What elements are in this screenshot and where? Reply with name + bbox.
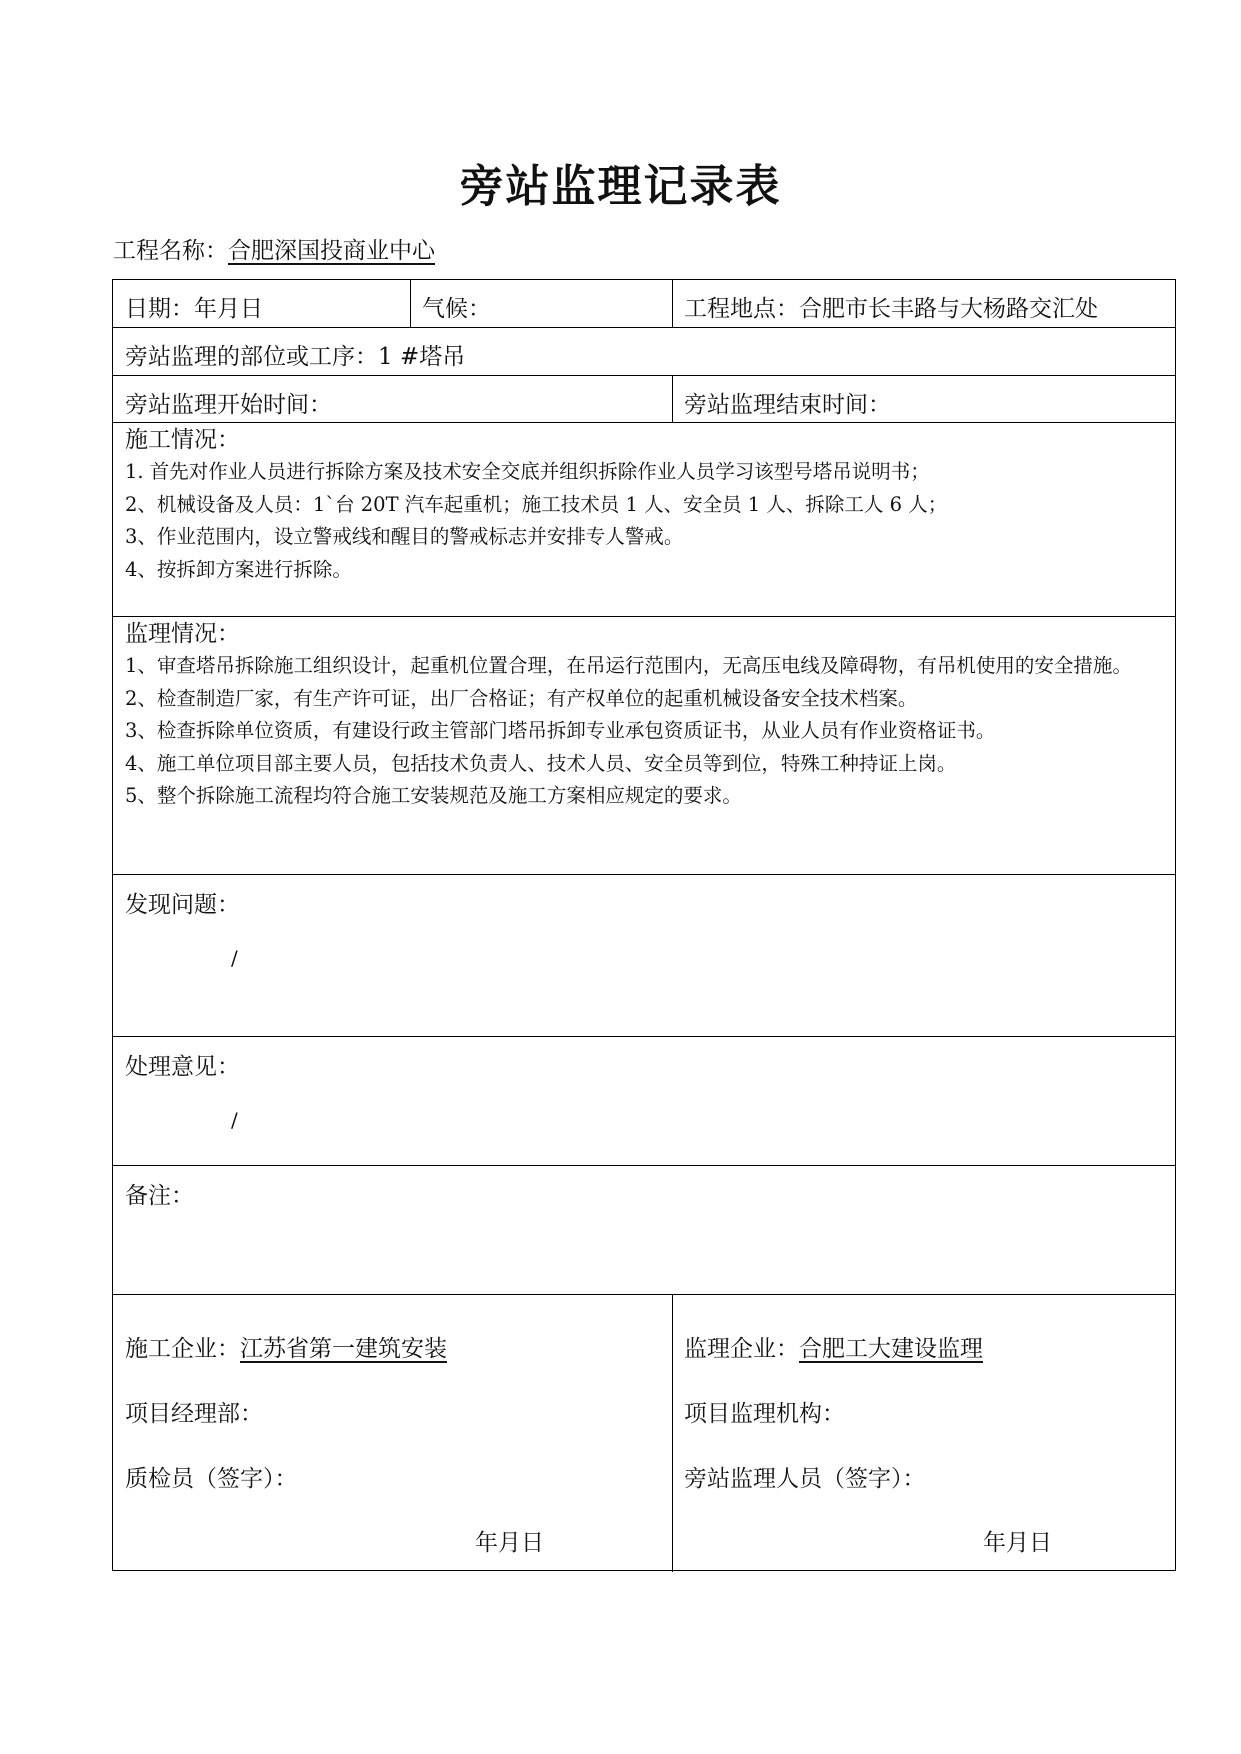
supervision-label: 监理情况： — [125, 621, 240, 647]
supervisor-company — [684, 1330, 983, 1363]
table-rule — [672, 280, 673, 327]
supervision-item: 4、施工单位项目部主要人员，包括技术负责人、技术人员、安全员等到位，特殊工种持证上岗。 — [125, 751, 957, 775]
location-cell — [684, 290, 1098, 323]
contractor-company — [125, 1330, 447, 1363]
table-rule — [113, 874, 1175, 875]
opinion-label: 处理意见： — [125, 1054, 240, 1080]
construction-item: 3、作业范围内，设立警戒线和醒目的警戒标志并安排专人警戒。 — [125, 525, 684, 548]
supervisor-company-label: 监理企业： — [684, 1336, 799, 1362]
table-rule — [410, 280, 411, 327]
construction-item: 4、按拆卸方案进行拆除。 — [125, 557, 352, 581]
table-rule — [113, 616, 1175, 617]
table-rule — [113, 1294, 1175, 1295]
supervisor-company-value: 合肥工大建设监理 — [799, 1336, 983, 1362]
document-title: 旁站监理记录表 — [459, 161, 782, 212]
record-table — [112, 279, 1176, 1571]
contractor-inspector-signature: 质检员（签字）： — [125, 1466, 298, 1492]
supervisor-org: 项目监理机构： — [684, 1401, 845, 1427]
project-name-label: 工程名称： — [113, 238, 228, 264]
date-cell: 日期：年月日 — [125, 296, 263, 322]
end-time-cell: 旁站监理结束时间： — [684, 392, 891, 418]
table-rule — [113, 327, 1175, 328]
supervision-item: 3、检查拆除单位资质，有建设行政主管部门塔吊拆卸专业承包资质证书，从业人员有作业资格证书。 — [125, 719, 996, 742]
supervision-item: 2、检查制造厂家，有生产许可证，出厂合格证；有产权单位的起重机械设备安全技术档案。 — [125, 686, 918, 710]
construction-label: 施工情况： — [125, 427, 240, 453]
issues-label: 发现问题： — [125, 892, 240, 918]
table-rule — [113, 375, 1175, 376]
construction-section — [125, 424, 1167, 586]
contractor-dept: 项目经理部： — [125, 1401, 263, 1427]
supervision-item: 1、审查塔吊拆除施工组织设计，起重机位置合理，在吊运行范围内，无高压电线及障碍物，有吊机使用的安全措施。 — [125, 654, 1132, 677]
supervision-section — [125, 618, 1167, 813]
location-label: 工程地点： — [684, 296, 799, 322]
project-name-value: 合肥深国投商业中心 — [228, 238, 435, 264]
contractor-company-value: 江苏省第一建筑安装 — [240, 1336, 447, 1362]
project-name-line — [113, 232, 435, 265]
construction-item: 1. 首先对作业人员进行拆除方案及技术安全交底并组织拆除作业人员学习该型号塔吊说明书； — [125, 460, 930, 483]
supervised-part-cell: 旁站监理的部位或工序：1 #塔吊 — [125, 344, 466, 370]
remarks-label: 备注： — [125, 1183, 194, 1209]
supervisor-person-signature: 旁站监理人员（签字）： — [684, 1466, 926, 1492]
issues-value: / — [231, 946, 238, 970]
table-rule — [113, 1165, 1175, 1166]
contractor-date: 年月日 — [475, 1530, 544, 1556]
construction-item: 2、机械设备及人员：1`台 20T 汽车起重机；施工技术员 1 人、安全员 1 人、拆除工人 6 人； — [125, 492, 948, 516]
table-rule — [672, 375, 673, 422]
supervisor-date: 年月日 — [983, 1530, 1052, 1556]
table-rule — [672, 1294, 673, 1572]
table-rule — [113, 1036, 1175, 1037]
contractor-company-label: 施工企业： — [125, 1336, 240, 1362]
table-rule — [113, 422, 1175, 423]
supervision-item: 5、整个拆除施工流程均符合施工安装规范及施工方案相应规定的要求。 — [125, 784, 742, 807]
start-time-cell: 旁站监理开始时间： — [125, 392, 332, 418]
weather-cell: 气候： — [422, 296, 491, 322]
opinion-value: / — [231, 1108, 238, 1132]
location-value: 合肥市长丰路与大杨路交汇处 — [799, 296, 1098, 322]
